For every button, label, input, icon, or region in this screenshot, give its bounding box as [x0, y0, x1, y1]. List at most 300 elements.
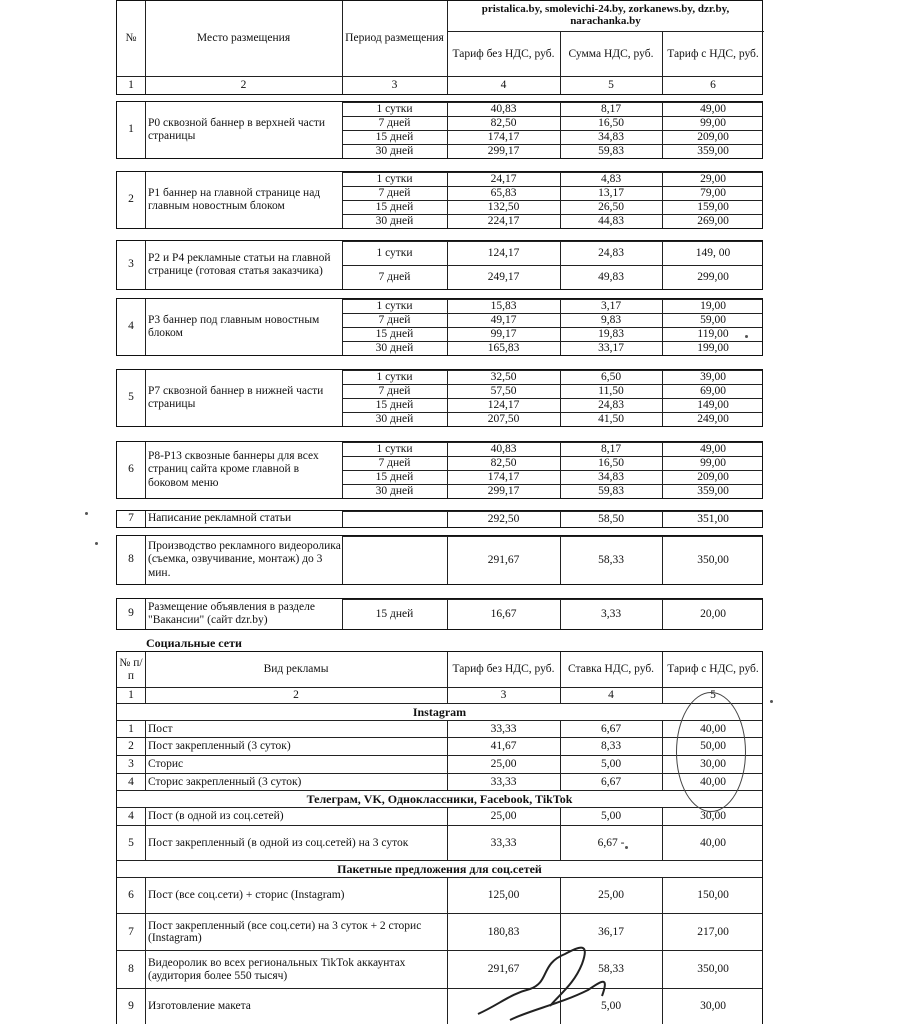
social-row-num: 3 — [128, 758, 134, 771]
column-divider — [560, 485, 561, 498]
column-divider — [447, 266, 448, 289]
social-row-vat: 6,67 — [600, 722, 622, 735]
period-cell: 7 дней — [378, 314, 411, 327]
column-number: 5 — [710, 689, 716, 702]
price-row — [342, 484, 762, 498]
social-row-num: 2 — [128, 740, 134, 753]
tariff-no-vat-cell: 57,50 — [490, 385, 517, 398]
header-place: Место размещения — [196, 32, 291, 45]
social-row-tariff-no-vat: 180,83 — [487, 925, 520, 938]
tariff-no-vat-cell: 124,17 — [487, 247, 520, 260]
column-divider — [447, 187, 448, 200]
tariff-vat-cell: 79,00 — [700, 187, 726, 200]
price-row — [342, 370, 762, 384]
social-row-tariff-no-vat: 41,67 — [490, 740, 517, 753]
header-row — [117, 1, 762, 76]
period-cell: 7 дней — [378, 271, 411, 284]
column-divider — [447, 443, 448, 456]
social-row-tariff-vat: 30,00 — [700, 810, 726, 823]
column-divider — [447, 413, 448, 426]
vat-cell: 11,50 — [598, 385, 624, 398]
period-cell — [342, 537, 447, 584]
column-divider — [662, 173, 663, 186]
block-number: 5 — [128, 391, 134, 404]
column-divider — [145, 299, 146, 355]
price-block — [116, 369, 763, 427]
tariff-no-vat-cell: 15,83 — [490, 300, 517, 313]
column-divider — [662, 32, 663, 76]
price-row — [342, 130, 762, 144]
column-divider — [447, 314, 448, 327]
column-divider — [662, 399, 663, 412]
tariff-vat-cell: 29,00 — [700, 173, 726, 186]
column-divider — [662, 457, 663, 470]
social-header-tariff-no-vat: Тариф без НДС, руб. — [452, 663, 555, 676]
column-divider — [662, 385, 663, 398]
tariff-no-vat-cell: 99,17 — [490, 328, 517, 341]
social-row — [117, 913, 762, 950]
social-row-num: 1 — [128, 722, 134, 735]
column-divider — [560, 145, 561, 158]
social-row-tariff-vat: 150,00 — [697, 889, 729, 902]
period-cell: 1 сутки — [376, 173, 413, 186]
price-block — [116, 598, 763, 630]
period-cell: 1 сутки — [376, 443, 413, 456]
tariff-vat-cell: 359,00 — [697, 485, 729, 498]
social-row — [117, 737, 762, 755]
column-divider — [662, 600, 663, 629]
price-block — [116, 101, 763, 159]
column-divider — [342, 1, 343, 76]
column-divider — [560, 242, 561, 265]
column-number: 3 — [500, 689, 507, 702]
tariff-vat-cell: 299,00 — [697, 271, 729, 284]
price-block — [116, 171, 763, 229]
column-divider — [447, 201, 448, 214]
column-divider — [662, 512, 663, 527]
social-row-tariff-no-vat: 33,33 — [490, 722, 517, 735]
column-divider — [145, 536, 146, 584]
column-divider — [447, 342, 448, 355]
period-cell: 15 дней — [375, 399, 414, 412]
social-row-vat: 58,33 — [598, 963, 624, 976]
social-row-tariff-no-vat: 33,33 — [490, 836, 517, 849]
column-divider — [662, 826, 663, 860]
header-tariff-vat: Тариф с НДС, руб. — [667, 47, 759, 60]
social-row — [117, 988, 762, 1024]
price-block — [116, 510, 763, 528]
column-divider — [662, 688, 663, 703]
column-divider — [560, 878, 561, 913]
social-row-kind: Пост закрепленный (3 суток) — [148, 740, 291, 753]
tariff-no-vat-cell: 174,17 — [487, 471, 520, 484]
column-divider — [560, 512, 561, 527]
column-divider — [560, 201, 561, 214]
tariff-no-vat-cell: 124,17 — [487, 399, 520, 412]
column-divider — [145, 721, 146, 737]
social-row-num: 4 — [128, 810, 134, 823]
period-cell: 7 дней — [378, 385, 411, 398]
block-place: Р8-Р13 сквозные баннеры для всех страниц сайта кроме главной в боковом меню — [148, 450, 319, 489]
column-divider — [662, 951, 663, 988]
price-row — [342, 186, 762, 200]
period-cell: 1 сутки — [376, 300, 413, 313]
column-divider — [447, 385, 448, 398]
column-divider — [560, 342, 561, 355]
social-row-vat: 6,67 — [600, 775, 622, 788]
tariff-no-vat-cell: 165,83 — [487, 342, 520, 355]
column-divider — [560, 457, 561, 470]
column-divider — [560, 300, 561, 313]
tariff-no-vat-cell: 40,83 — [490, 443, 517, 456]
vat-cell: 19,83 — [598, 328, 624, 341]
column-divider — [560, 774, 561, 790]
column-number: 2 — [293, 689, 299, 702]
tariff-no-vat-cell: 16,67 — [490, 608, 517, 621]
column-divider — [447, 1, 448, 76]
price-row — [342, 536, 762, 584]
social-column-number-row — [117, 687, 762, 703]
column-divider — [145, 102, 146, 158]
column-divider — [447, 173, 448, 186]
tariff-vat-cell: 351,00 — [697, 513, 729, 526]
tariff-vat-cell: 269,00 — [697, 215, 729, 228]
column-divider — [447, 512, 448, 527]
column-divider — [447, 371, 448, 384]
column-divider — [145, 241, 146, 289]
vat-cell: 4,83 — [600, 173, 622, 186]
social-row-tariff-vat: 40,00 — [700, 722, 726, 735]
tariff-vat-cell: 49,00 — [700, 103, 726, 116]
header-vat-sum: Сумма НДС, руб. — [568, 47, 654, 60]
column-divider — [447, 738, 448, 755]
period-cell: 15 дней — [375, 471, 414, 484]
block-place: Написание рекламной статьи — [148, 512, 292, 525]
column-divider — [662, 537, 663, 584]
column-divider — [447, 131, 448, 144]
column-number: 1 — [128, 689, 134, 702]
column-divider — [145, 599, 146, 629]
vat-cell: 41,50 — [598, 413, 624, 426]
tariff-vat-cell: 69,00 — [700, 385, 726, 398]
column-divider — [662, 215, 663, 228]
column-number: 6 — [710, 79, 716, 92]
column-divider — [662, 103, 663, 116]
social-section-row — [117, 860, 762, 877]
column-divider — [145, 688, 146, 703]
tariff-no-vat-cell: 291,67 — [487, 554, 520, 567]
period-cell: 7 дней — [378, 187, 411, 200]
column-divider — [447, 808, 448, 825]
vat-cell: 26,50 — [598, 201, 624, 214]
column-divider — [560, 314, 561, 327]
column-divider — [447, 774, 448, 790]
tariff-no-vat-cell: 82,50 — [490, 117, 517, 130]
social-header-vat-rate: Ставка НДС, руб. — [567, 663, 655, 676]
social-row-tariff-vat: 30,00 — [700, 1000, 726, 1013]
column-divider — [447, 756, 448, 773]
tariff-no-vat-cell: 224,17 — [487, 215, 520, 228]
column-divider — [447, 399, 448, 412]
social-row — [117, 877, 762, 913]
vat-cell: 24,83 — [598, 399, 624, 412]
social-row-num: 6 — [128, 889, 134, 902]
social-row-kind: Пост — [148, 722, 173, 735]
period-cell: 1 сутки — [376, 371, 413, 384]
column-divider — [662, 117, 663, 130]
social-row-num: 7 — [128, 925, 134, 938]
social-header-tariff-vat: Тариф с НДС, руб. — [667, 663, 759, 676]
table-header — [116, 0, 763, 95]
block-number: 7 — [128, 512, 134, 525]
block-number: 1 — [128, 123, 134, 136]
social-row-kind: Изготовление макета — [148, 1000, 251, 1013]
price-row — [342, 265, 762, 289]
period-cell: 30 дней — [375, 215, 414, 228]
column-divider — [447, 951, 448, 988]
social-row-vat: 36,17 — [598, 925, 624, 938]
social-header-row — [117, 652, 762, 687]
column-divider — [145, 914, 146, 950]
column-divider — [145, 77, 146, 94]
column-divider — [662, 485, 663, 498]
column-divider — [560, 117, 561, 130]
tariff-vat-cell: 59,00 — [700, 314, 726, 327]
period-cell: 15 дней — [375, 328, 414, 341]
period-cell: 30 дней — [375, 342, 414, 355]
column-divider — [447, 457, 448, 470]
social-section-title: Пакетные предложения для соц.сетей — [337, 862, 542, 876]
vat-cell: 59,83 — [598, 145, 624, 158]
social-row — [117, 950, 762, 988]
tariff-vat-cell: 350,00 — [697, 554, 729, 567]
tariff-no-vat-cell: 299,17 — [487, 145, 520, 158]
social-row-kind: Видеоролик во всех региональных TikTok аккаунтах (аудитория более 550 тысяч) — [148, 957, 406, 982]
header-num: № — [125, 32, 137, 45]
social-section-row — [117, 790, 762, 807]
block-number: 6 — [128, 463, 134, 476]
column-divider — [560, 399, 561, 412]
tariff-vat-cell: 359,00 — [697, 145, 729, 158]
price-row — [342, 456, 762, 470]
tariff-no-vat-cell: 299,17 — [487, 485, 520, 498]
tariff-vat-cell: 49,00 — [700, 443, 726, 456]
period-cell: 30 дней — [375, 485, 414, 498]
column-divider — [560, 131, 561, 144]
column-divider — [447, 878, 448, 913]
column-number: 2 — [240, 79, 247, 92]
column-divider — [145, 1, 146, 76]
price-row — [342, 398, 762, 412]
price-row — [342, 341, 762, 355]
scan-speck — [745, 335, 748, 338]
price-row — [342, 599, 762, 629]
social-row-tariff-vat: 350,00 — [697, 963, 729, 976]
tariff-no-vat-cell: 292,50 — [487, 513, 520, 526]
column-number: 4 — [608, 689, 614, 702]
tariff-no-vat-cell: 49,17 — [490, 314, 517, 327]
column-divider — [560, 32, 561, 76]
scan-speck — [625, 846, 628, 849]
column-divider — [560, 266, 561, 289]
vat-cell: 33,17 — [598, 342, 624, 355]
vat-cell: 44,83 — [598, 215, 624, 228]
price-row — [342, 172, 762, 186]
column-divider — [560, 756, 561, 773]
column-divider — [447, 989, 448, 1024]
period-cell: 1 сутки — [376, 103, 413, 116]
price-row — [342, 116, 762, 130]
column-divider — [447, 300, 448, 313]
tariff-no-vat-cell: 24,17 — [490, 173, 517, 186]
column-divider — [662, 342, 663, 355]
column-divider — [560, 328, 561, 341]
vat-cell: 58,50 — [598, 513, 624, 526]
column-number: 3 — [391, 79, 398, 92]
tariff-vat-cell: 159,00 — [697, 201, 729, 214]
social-row-tariff-vat: 217,00 — [697, 925, 729, 938]
social-row-vat: 8,33 — [600, 740, 622, 753]
signature-scribble — [470, 934, 620, 1024]
column-divider — [447, 77, 448, 94]
column-divider — [662, 131, 663, 144]
social-row-num: 8 — [128, 963, 134, 976]
price-row — [342, 442, 762, 456]
social-row-num: 4 — [128, 775, 134, 788]
column-divider — [447, 688, 448, 703]
column-divider — [145, 774, 146, 790]
social-section-title: Instagram — [412, 705, 467, 719]
column-divider — [447, 826, 448, 860]
block-place: Производство рекламного видеоролика (съемка, озвучивание, монтаж) до 3 мин. — [148, 540, 341, 579]
column-divider — [662, 413, 663, 426]
column-divider — [662, 471, 663, 484]
social-row-kind: Пост (все соц.сети) + сторис (Instagram) — [148, 889, 345, 902]
social-row-kind: Сторис — [148, 758, 184, 771]
column-divider — [145, 826, 146, 860]
social-row-tariff-vat: 40,00 — [700, 836, 726, 849]
column-divider — [560, 808, 561, 825]
column-divider — [560, 77, 561, 94]
vat-cell: 3,33 — [600, 608, 622, 621]
column-divider — [662, 652, 663, 687]
column-divider — [662, 738, 663, 755]
tariff-no-vat-cell: 32,50 — [490, 371, 517, 384]
column-divider — [662, 242, 663, 265]
vat-cell: 49,83 — [598, 271, 624, 284]
column-divider — [447, 537, 448, 584]
column-divider — [560, 173, 561, 186]
social-row-vat: 25,00 — [598, 889, 624, 902]
period-cell: 15 дней — [375, 131, 414, 144]
column-number-row — [117, 76, 762, 94]
period-cell: 15 дней — [375, 608, 414, 621]
column-divider — [447, 145, 448, 158]
social-row-tariff-no-vat: 33,33 — [490, 775, 517, 788]
scan-speck — [95, 542, 98, 545]
column-divider — [560, 826, 561, 860]
social-row-vat: 5,00 — [600, 758, 622, 771]
price-row — [342, 241, 762, 265]
column-divider — [145, 951, 146, 988]
social-row-kind: Сторис закрепленный (3 суток) — [148, 775, 302, 788]
block-place: Р2 и Р4 рекламные статьи на главной странице (готовая статья заказчика) — [148, 251, 331, 277]
price-row — [342, 299, 762, 313]
column-divider — [560, 413, 561, 426]
tariff-vat-cell: 149,00 — [697, 399, 729, 412]
block-place: Р7 сквозной баннер в нижней части страницы — [148, 384, 324, 410]
vat-cell: 13,17 — [598, 187, 624, 200]
tariff-vat-cell: 19,00 — [700, 300, 726, 313]
column-divider — [662, 300, 663, 313]
column-divider — [560, 215, 561, 228]
column-divider — [342, 77, 343, 94]
social-row-kind: Пост (в одной из соц.сетей) — [148, 810, 284, 823]
price-row — [342, 313, 762, 327]
period-cell: 1 сутки — [376, 247, 413, 260]
header-sites: pristalica.by, smolevichi-24.by, zorkanews.by, dzr.by, narachanka.by — [447, 1, 764, 32]
column-divider — [447, 215, 448, 228]
column-divider — [560, 738, 561, 755]
column-divider — [560, 600, 561, 629]
period-cell: 7 дней — [378, 457, 411, 470]
column-divider — [447, 471, 448, 484]
tariff-no-vat-cell: 207,50 — [487, 413, 520, 426]
column-divider — [662, 266, 663, 289]
tariff-vat-cell: 149, 00 — [695, 247, 731, 260]
column-divider — [447, 242, 448, 265]
price-row — [342, 384, 762, 398]
column-divider — [560, 443, 561, 456]
price-row — [342, 200, 762, 214]
social-row-tariff-no-vat: 291,67 — [487, 963, 520, 976]
column-divider — [145, 652, 146, 687]
social-row — [117, 825, 762, 860]
column-divider — [145, 442, 146, 498]
column-divider — [560, 688, 561, 703]
block-place: Р0 сквозной баннер в верхней части страницы — [148, 116, 326, 142]
social-row — [117, 807, 762, 825]
price-row — [342, 144, 762, 158]
social-row-tariff-no-vat: 25,00 — [490, 758, 517, 771]
column-divider — [662, 808, 663, 825]
social-row-tariff-vat: 50,00 — [700, 740, 726, 753]
header-period: Период размещения — [345, 32, 444, 45]
social-header-num: № п/п — [119, 657, 143, 682]
vat-cell: 59,83 — [598, 485, 624, 498]
period-cell: 7 дней — [378, 117, 411, 130]
column-divider — [560, 721, 561, 737]
column-divider — [447, 103, 448, 116]
column-divider — [560, 385, 561, 398]
column-divider — [447, 328, 448, 341]
vat-cell: 16,50 — [598, 457, 624, 470]
column-divider — [560, 652, 561, 687]
scan-speck — [770, 700, 773, 703]
column-divider — [560, 537, 561, 584]
column-divider — [662, 878, 663, 913]
tariff-no-vat-cell: 40,83 — [490, 103, 517, 116]
tariff-no-vat-cell: 132,50 — [487, 201, 520, 214]
price-row — [342, 412, 762, 426]
tariff-vat-cell: 119,00 — [697, 328, 729, 341]
column-divider — [145, 738, 146, 755]
tariff-no-vat-cell: 65,83 — [490, 187, 517, 200]
column-divider — [145, 808, 146, 825]
vat-cell: 16,50 — [598, 117, 624, 130]
price-block — [116, 441, 763, 499]
header-tariff-no-vat: Тариф без НДС, руб. — [452, 47, 555, 60]
